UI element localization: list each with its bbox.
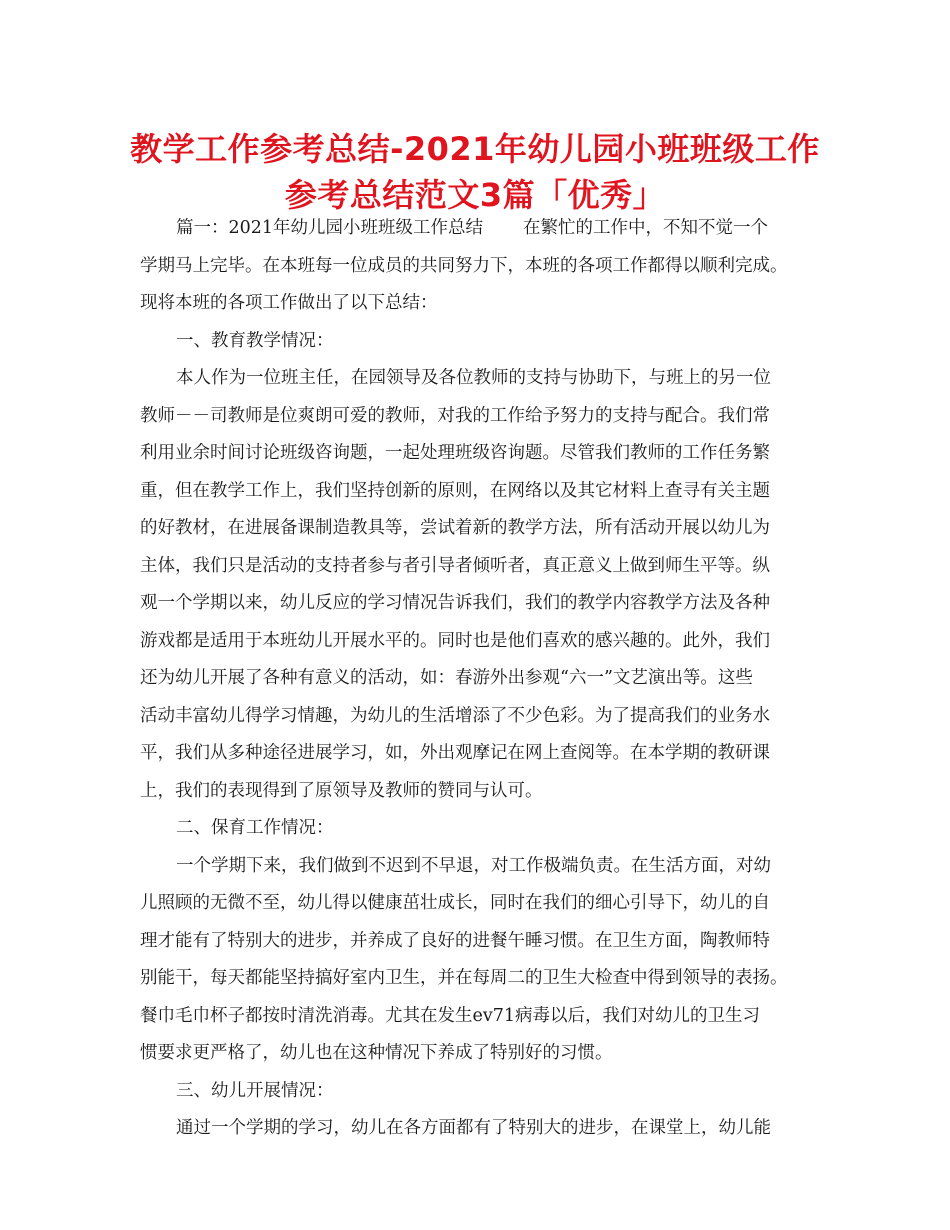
paragraph-line: 游戏都是适用于本班幼儿开展水平的。同时也是他们喜欢的感兴趣的。此外，我们	[140, 630, 770, 651]
document-title-line-2: 参考总结范文3篇「优秀」	[284, 176, 666, 214]
paragraph-line: 还为幼儿开展了各种有意义的活动，如：春游外出参观“六一”文艺演出等。这些	[140, 668, 753, 688]
paragraph-line: 一个学期下来，我们做到不迟到不早退，对工作极端负责。在生活方面，对幼	[176, 855, 771, 876]
section-heading: 一、教育教学情况：	[176, 330, 334, 351]
paragraph-line: 观一个学期以来，幼儿反应的学习情况告诉我们，我们的教学内容教学方法及各种	[140, 593, 770, 613]
paragraph-line: 儿照顾的无微不至，幼儿得以健康茁壮成长，同时在我们的细心引导下，幼儿的自	[140, 893, 770, 913]
paragraph-line: 教师－－司教师是位爽朗可爱的教师，对我的工作给予努力的支持与配合。我们常	[140, 405, 770, 426]
paragraph-line	[140, 210, 820, 248]
document-body	[140, 210, 820, 1148]
paragraph-line: 学期马上完毕。在本班每一位成员的共同努力下，本班的各项工作都得以顺利完成。	[140, 255, 788, 276]
paragraph-line: 别能干，每天都能坚持搞好室内卫生，并在每周二的卫生大检查中得到领导的表扬。	[140, 968, 788, 988]
paragraph-line: 利用业余时间讨论班级咨询题，一起处理班级咨询题。尽管我们教师的工作任务繁	[140, 443, 770, 463]
paragraph-line: 现将本班的各项工作做出了以下总结：	[140, 293, 438, 313]
document-title-line-1: 教学工作参考总结-2021年幼儿园小班班级工作	[130, 130, 820, 168]
paragraph-line: 上，我们的表现得到了原领导及教师的赞同与认可。	[140, 780, 543, 801]
subheading-text: 篇一：2021年幼儿园小班班级工作总结	[176, 218, 484, 238]
section-heading: 三、幼儿开展情况：	[176, 1080, 334, 1101]
paragraph-line: 理才能有了特别大的进步，并养成了良好的进餐午睡习惯。在卫生方面，陶教师特	[140, 930, 770, 951]
paragraph-line: 重，但在教学工作上，我们坚持创新的原则，在网络以及其它材料上查寻有关主题	[140, 480, 770, 501]
paragraph-line: 惯要求更严格了，幼儿也在这种情况下养成了特别好的习惯。	[140, 1043, 613, 1063]
paragraph-line: 活动丰富幼儿得学习情趣，为幼儿的生活增添了不少色彩。为了提高我们的业务水	[140, 705, 770, 726]
paragraph-text: 在繁忙的工作中，不知不觉一个	[523, 218, 769, 238]
section-heading: 二、保育工作情况：	[176, 818, 334, 838]
paragraph-line: 主体，我们只是活动的支持者参与者引导者倾听者，真正意义上做到师生平等。纵	[140, 555, 770, 576]
paragraph-line: 本人作为一位班主任，在园领导及各位教师的支持与协助下，与班上的另一位	[176, 368, 771, 388]
paragraph-line: 平，我们从多种途径进展学习，如，外出观摩记在网上查阅等。在本学期的教研课	[140, 743, 770, 763]
paragraph-line: 的好教材，在进展备课制造教具等，尝试着新的教学方法，所有活动开展以幼儿为	[140, 518, 770, 538]
paragraph-line: 通过一个学期的学习，幼儿在各方面都有了特别大的进步，在课堂上，幼儿能	[176, 1118, 771, 1138]
paragraph-line: 餐巾毛巾杯子都按时清洗消毒。尤其在发生ev71病毒以后，我们对幼儿的卫生习	[140, 1005, 761, 1026]
